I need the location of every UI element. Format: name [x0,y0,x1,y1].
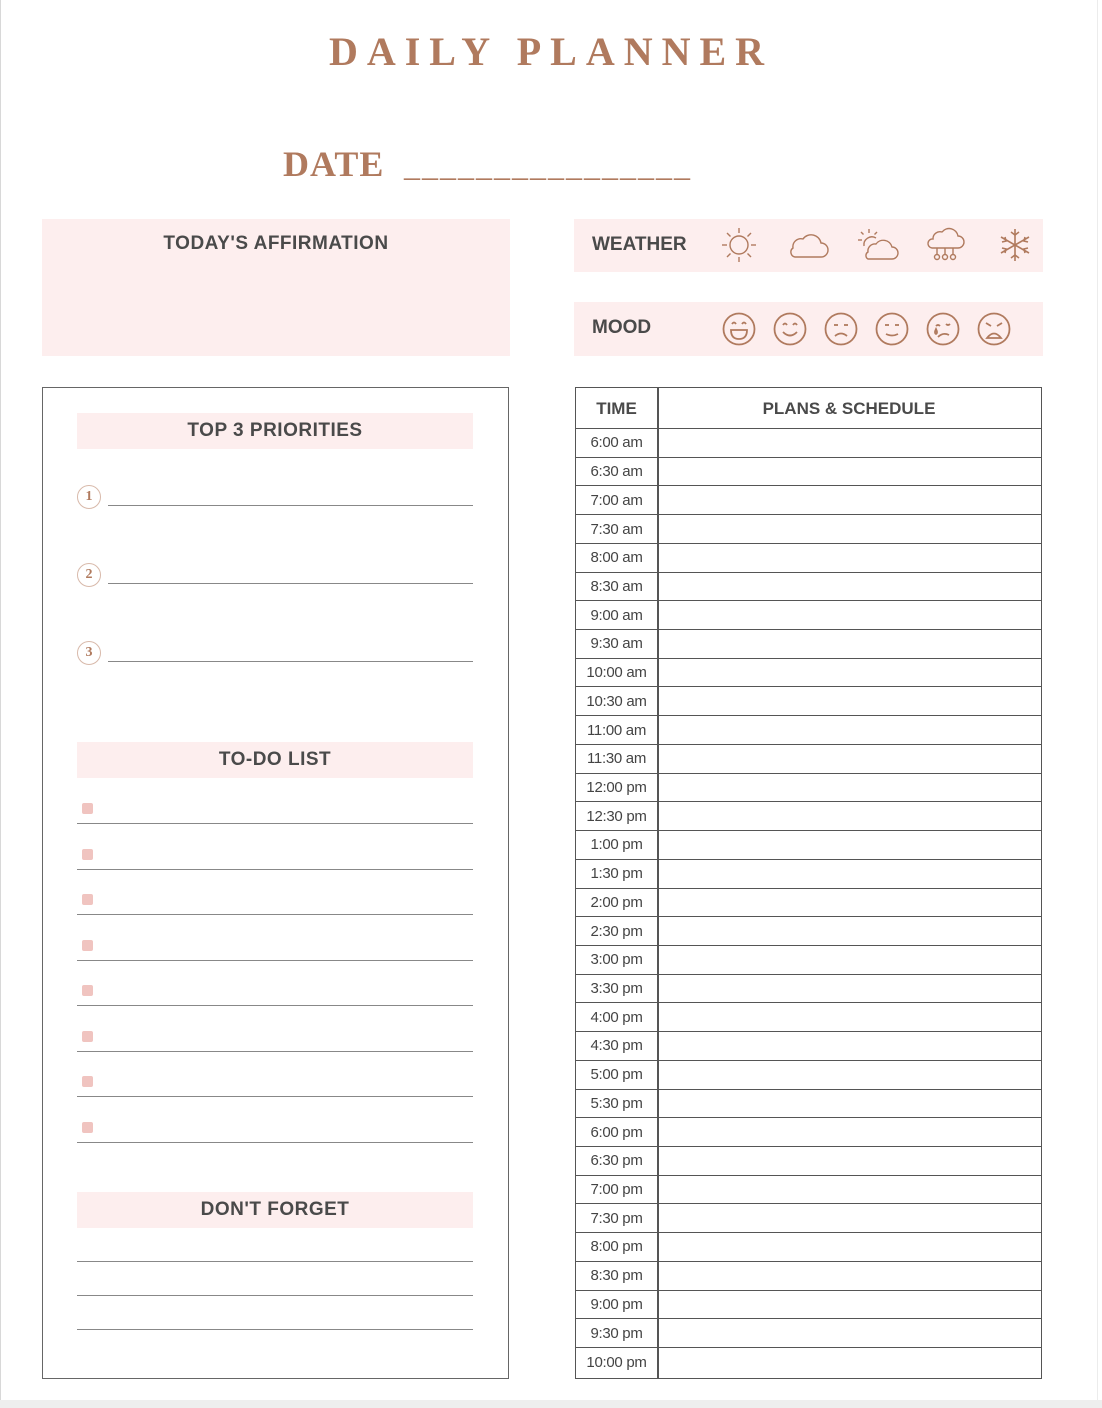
schedule-time: 4:00 pm [590,1008,643,1026]
todo-line[interactable] [77,914,473,915]
schedule-time: 6:30 am [590,463,643,481]
schedule-row[interactable] [576,1262,1041,1291]
schedule-time: 5:00 pm [590,1066,643,1084]
schedule-row[interactable] [576,659,1041,688]
schedule-time: 2:30 pm [590,922,643,940]
schedule-time: 7:00 am [590,491,643,509]
schedule-row[interactable] [576,1032,1041,1061]
left-panel [42,387,509,1379]
schedule-time: 9:00 am [590,606,643,624]
todo-line[interactable] [77,823,473,824]
schedule-time: 8:30 pm [590,1267,643,1285]
dont-forget-title: DON'T FORGET [77,1192,473,1228]
schedule-row[interactable] [576,745,1041,774]
affirmation-title: TODAY'S AFFIRMATION [163,233,389,254]
schedule-time: 9:00 pm [590,1295,643,1313]
schedule-table [575,387,1042,1379]
schedule-time: 3:00 pm [590,951,643,969]
weather-row [574,219,1043,272]
schedule-row[interactable] [576,1147,1041,1176]
schedule-time: 6:00 pm [590,1123,643,1141]
todo-checkbox[interactable] [82,1076,93,1087]
schedule-row[interactable] [576,1003,1041,1032]
page-title: DAILY PLANNER [328,29,774,74]
schedule-row[interactable] [576,889,1041,918]
laughing-face-icon[interactable] [720,310,758,348]
todo-title: TO-DO LIST [77,742,473,778]
schedule-row[interactable] [576,975,1041,1004]
schedule-time: 9:30 pm [590,1324,643,1342]
weather-label: WEATHER [592,234,687,255]
schedule-row[interactable] [576,716,1041,745]
todo-line[interactable] [77,869,473,870]
schedule-row[interactable] [576,630,1041,659]
schedule-row[interactable] [576,1176,1041,1205]
crying-face-icon[interactable] [924,310,962,348]
todo-line[interactable] [77,1096,473,1097]
schedule-row[interactable] [576,946,1041,975]
schedule-row[interactable] [576,515,1041,544]
schedule-time: 9:30 am [590,635,643,653]
todo-checkbox[interactable] [82,1122,93,1133]
schedule-time: 6:30 pm [590,1152,643,1170]
affirmation-box[interactable] [42,219,510,356]
time-header: TIME [596,399,637,418]
snowflake-icon[interactable] [992,226,1038,264]
schedule-row[interactable] [576,802,1041,831]
schedule-time: 1:00 pm [590,836,643,854]
schedule-time: 2:00 pm [590,893,643,911]
schedule-time: 7:30 am [590,520,643,538]
page-left-edge [0,0,1,1408]
todo-line[interactable] [77,960,473,961]
todo-line[interactable] [77,1051,473,1052]
dont-forget-line[interactable] [77,1261,473,1262]
schedule-row[interactable] [576,1061,1041,1090]
schedule-row[interactable] [576,687,1041,716]
dont-forget-line[interactable] [77,1329,473,1330]
schedule-row[interactable] [576,831,1041,860]
priority-line[interactable] [108,505,473,506]
rain-icon[interactable] [923,226,969,264]
page-right-edge [1097,0,1098,1408]
neutral-face-icon[interactable] [873,310,911,348]
cloud-icon[interactable] [785,226,831,264]
schedule-row[interactable] [576,429,1041,458]
schedule-row[interactable] [576,917,1041,946]
schedule-time: 6:00 am [590,434,643,452]
schedule-time: 10:00 am [586,664,647,682]
schedule-time: 5:30 pm [590,1094,643,1112]
schedule-rows [576,429,1041,1377]
todo-line[interactable] [77,1005,473,1006]
schedule-row[interactable] [576,1348,1041,1377]
schedule-time: 1:30 pm [590,865,643,883]
schedule-row[interactable] [576,573,1041,602]
todo-checkbox[interactable] [82,940,93,951]
schedule-time: 12:00 pm [586,778,647,796]
sun-icon[interactable] [716,226,762,264]
schedule-time: 10:30 am [586,692,647,710]
priority-line[interactable] [108,583,473,584]
schedule-row[interactable] [576,1319,1041,1348]
schedule-row[interactable] [576,1291,1041,1320]
schedule-time: 8:00 pm [590,1238,643,1256]
todo-checkbox[interactable] [82,894,93,905]
priority-line[interactable] [108,661,473,662]
page-bottom-edge [0,1400,1102,1408]
schedule-time: 4:30 pm [590,1037,643,1055]
upset-face-icon[interactable] [975,310,1013,348]
schedule-time: 3:30 pm [590,980,643,998]
schedule-row[interactable] [576,458,1041,487]
mood-row [574,302,1043,356]
schedule-header [576,388,1041,429]
partly-cloudy-icon[interactable] [854,226,900,264]
todo-checkbox[interactable] [82,849,93,860]
schedule-row[interactable] [576,1118,1041,1147]
priority-number: 2 [77,563,101,587]
schedule-row[interactable] [576,860,1041,889]
priorities-title: TOP 3 PRIORITIES [77,413,473,449]
schedule-row[interactable] [576,1233,1041,1262]
schedule-time: 8:00 am [590,549,643,567]
todo-checkbox[interactable] [82,1031,93,1042]
priority-number: 1 [77,485,101,509]
schedule-time: 8:30 am [590,577,643,595]
mood-label: MOOD [592,317,652,338]
priority-number: 3 [77,641,101,665]
schedule-row[interactable] [576,1204,1041,1233]
date-label: DATE [283,144,385,184]
todo-checkbox[interactable] [82,985,93,996]
plans-header: PLANS & SCHEDULE [762,399,936,418]
schedule-time: 10:00 pm [586,1353,647,1371]
todo-line[interactable] [77,1142,473,1143]
schedule-row[interactable] [576,774,1041,803]
schedule-row[interactable] [576,544,1041,573]
happy-face-icon[interactable] [771,310,809,348]
schedule-row[interactable] [576,1090,1041,1119]
schedule-time: 11:30 am [586,750,647,768]
schedule-time: 11:00 am [586,721,647,739]
schedule-row[interactable] [576,486,1041,515]
schedule-time: 7:30 pm [590,1209,643,1227]
schedule-row[interactable] [576,601,1041,630]
todo-checkbox[interactable] [82,803,93,814]
date-field[interactable]: ________________ [404,147,692,183]
schedule-time: 7:00 pm [590,1181,643,1199]
sad-face-icon[interactable] [822,310,860,348]
schedule-time: 12:30 pm [586,807,647,825]
dont-forget-line[interactable] [77,1295,473,1296]
